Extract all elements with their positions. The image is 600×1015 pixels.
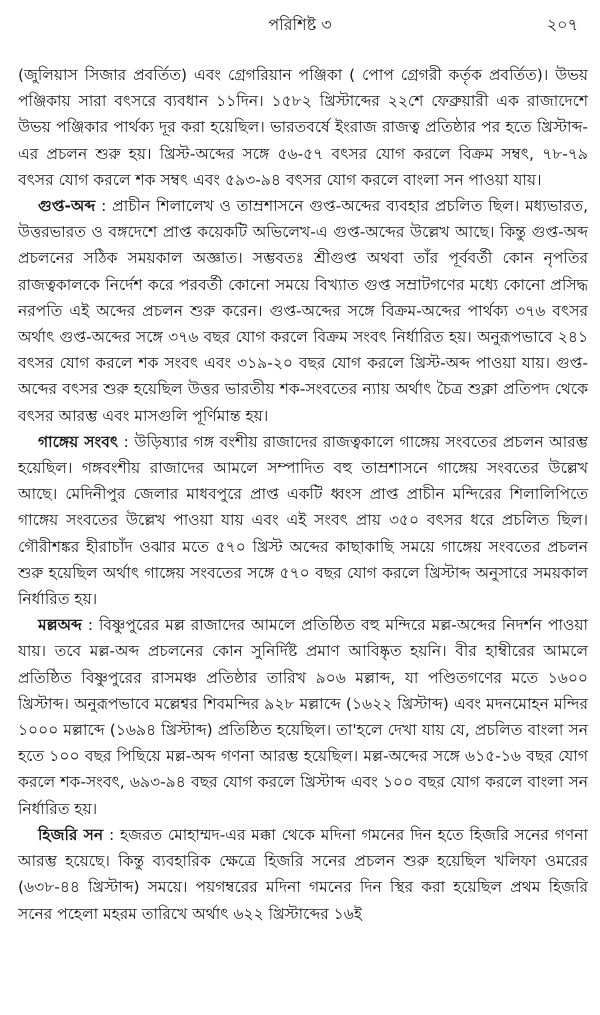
page-number: ২০৭ [546,15,578,34]
paragraph-hijri-era [18,822,588,927]
paragraph-text: : হজরত মোহাম্মদ-এর মক্কা থেকে মদিনা গমনের দিন হতে হিজরি সনের গণনা আরম্ভ হয়েছে। কিন্তু ব্যবহারিক ক্ষেত্রে হিজরি সনের প্রচলন শুরু হয়েছিল খলিফা ওমরের (৬৩৮-৪৪ খ্রিস্টাব্দ) সময়ে। পয়গম্বরের মদিনা গমনের দিন স্থির করা হয়েছিল প্রথম হিজরি সনের পহেলা মহরম তারিখে অর্থাৎ ৬২২ খ্রিস্টাব্দের ১৬ই [18,825,588,923]
term-heading: হিজরি সন [38,825,104,844]
paragraph-gupta-era [18,193,588,429]
paragraph-text: : বিষ্ণুপুরের মল্ল রাজাদের আমলে প্রতিষ্ঠিত বহু মন্দিরে মল্ল-অব্দের নিদর্শন পাওয়া যায়। তবে মল্ল-অব্দ প্রচলনের কোন সুনির্দিষ্ট প্রমাণ আবিষ্কৃত হয়নি। বীর হাম্বীরের আমলে প্রতিষ্ঠিত বিষ্ণুপুরের রাসমঞ্চ প্রতিষ্ঠার তারিখ ৯০৬ মল্লাব্দ, যা পণ্ডিতগণের মতে ১৬০০ খ্রিস্টাব্দ। অনুরূপভাবে মল্লেশ্বর শিবমন্দির ৯২৮ মল্লাব্দে (১৬২২ খ্রিস্টাব্দ) এবং মদনমোহন মন্দির ১০০০ মল্লাব্দে (১৬৯৪ খ্রিস্টাব্দ) প্রতিষ্ঠিত হয়েছিল। তা'হলে দেখা যায় যে, প্রচলিত বাংলা সন হতে ১০০ বছর পিছিয়ে মল্ল-অব্দ গণনা আরম্ভ হয়েছিল। মল্ল-অব্দের সঙ্গে ৬১৫-১৬ বছর যোগ করলে শক-সংবৎ, ৬৯৩-৯৪ বছর যোগ করলে খ্রিস্টাব্দ এবং ১০০ বছর যোগ করলে বাংলা সন নির্ধারিত হয়। [18,616,588,818]
body-text [18,62,588,927]
paragraph-malla-era [18,612,588,822]
paragraph-text: : প্রাচীন শিলালেখ ও তাম্রশাসনে গুপ্ত-অব্দের ব্যবহার প্রচলিত ছিল। মধ্যভারত, উত্তরভারত ও বঙ্গদেশে প্রাপ্ত কয়েকটি অভিলেখ-এ গুপ্ত-অব্দের উল্লেখ আছে। কিন্তু গুপ্ত-অব্দ প্রচলনের সঠিক সময়কাল অজ্ঞাত। সম্ভবতঃ শ্রীগুপ্ত অথবা তাঁর পূর্ববর্তী কোন নৃপতির রাজত্বকালকে নির্দেশ করে পরবর্তী কোনো সময়ে বিখ্যাত গুপ্ত সম্রাটগণের মধ্যে কোনো প্রসিদ্ধ নরপতি এই অব্দের প্রচলন শুরু করেন। গুপ্ত-অব্দের সঙ্গে বিক্রম-অব্দের পার্থক্য ৩৭৬ বৎসর অর্থাৎ গুপ্ত-অব্দের সঙ্গে ৩৭৬ বছর যোগ করলে বিক্রম সংবৎ নির্ধারিত হয়। অনুরূপভাবে ২৪১ বৎসর যোগ করলে শক সংবৎ এবং ৩১৯-২০ বছর যোগ করলে খ্রিস্ট-অব্দ পাওয়া যায়। গুপ্ত-অব্দের বৎসর শুরু হয়েছিল উত্তর ভারতীয় শক-সংবতের ন্যায় অর্থাৎ চৈত্র শুক্লা প্রতিপদ থেকে বৎসর আরম্ভ এবং মাসগুলি পূর্ণিমান্ত হয়। [18,197,588,425]
paragraph-text: (জুলিয়াস সিজার প্রবর্তিত) এবং গ্রেগরিয়ান পঞ্জিকা ( পোপ গ্রেগরী কর্তৃক প্রবর্তিত)। উভয় পঞ্জিকায় সারা বৎসরে ব্যবধান ১১দিন। ১৫৮২ খ্রিস্টাব্দের ২২শে ফেব্রুয়ারী এক রাজাদেশে উভয় পঞ্জিকার পার্থক্য দূর করা হয়েছিল। ভারতবর্ষে ইংরাজ রাজত্ব প্রতিষ্ঠার পর হতে খ্রিস্টাব্দ-এর প্রচলন শুরু হয়। খ্রিস্ট-অব্দের সঙ্গে ৫৬-৫৭ বৎসর যোগ করলে বিক্রম সম্বৎ, ৭৮-৭৯ বৎসর যোগ করলে শক সম্বৎ এবং ৫৯৩-৯৪ বৎসর যোগ করলে বাংলা সন পাওয়া যায়। [18,66,588,189]
term-heading: মল্লঅব্দ [38,616,82,635]
running-title: পরিশিষ্ট ৩ [268,15,332,34]
paragraph-text: : উড়িষ্যার গঙ্গ বংশীয় রাজাদের রাজত্বকালে গাঙ্গেয় সংবতের প্রচলন আরম্ভ হয়েছিল। গঙ্গবংশীয় রাজাদের আমলে সম্পাদিত বহু তাম্রশাসনে গাঙ্গেয় সংবতের উল্লেখ আছে। মেদিনীপুর জেলার মাধবপুরে প্রাপ্ত একটি ধ্বংস প্রাপ্ত প্রাচীন মন্দিরের শিলালিপিতে গাঙ্গেয় সংবতের উল্লেখ পাওয়া যায় এবং এই সংবৎ প্রায় ৩৫০ বৎসর ধরে প্রচলিত ছিল। গৌরীশঙ্কর হীরাচাঁদ ওঝার মতে ৫৭০ খ্রিস্ট অব্দের কাছাকাছি সময়ে গাঙ্গেয় সংবতের প্রচলন শুরু হয়েছিল অর্থাৎ গাঙ্গেয় সংবতের সঙ্গে ৫৭০ বছর যোগ করলে খ্রিস্টাব্দ অনুসারে সময়কাল নির্ধারিত হয়। [18,432,588,609]
term-heading: গুপ্ত-অব্দ [38,197,96,216]
paragraph-gangeya-samvat [18,429,588,612]
page-header [0,8,600,38]
term-heading: গাঙ্গেয় সংবৎ [38,432,119,451]
paragraph-intro [18,62,588,193]
